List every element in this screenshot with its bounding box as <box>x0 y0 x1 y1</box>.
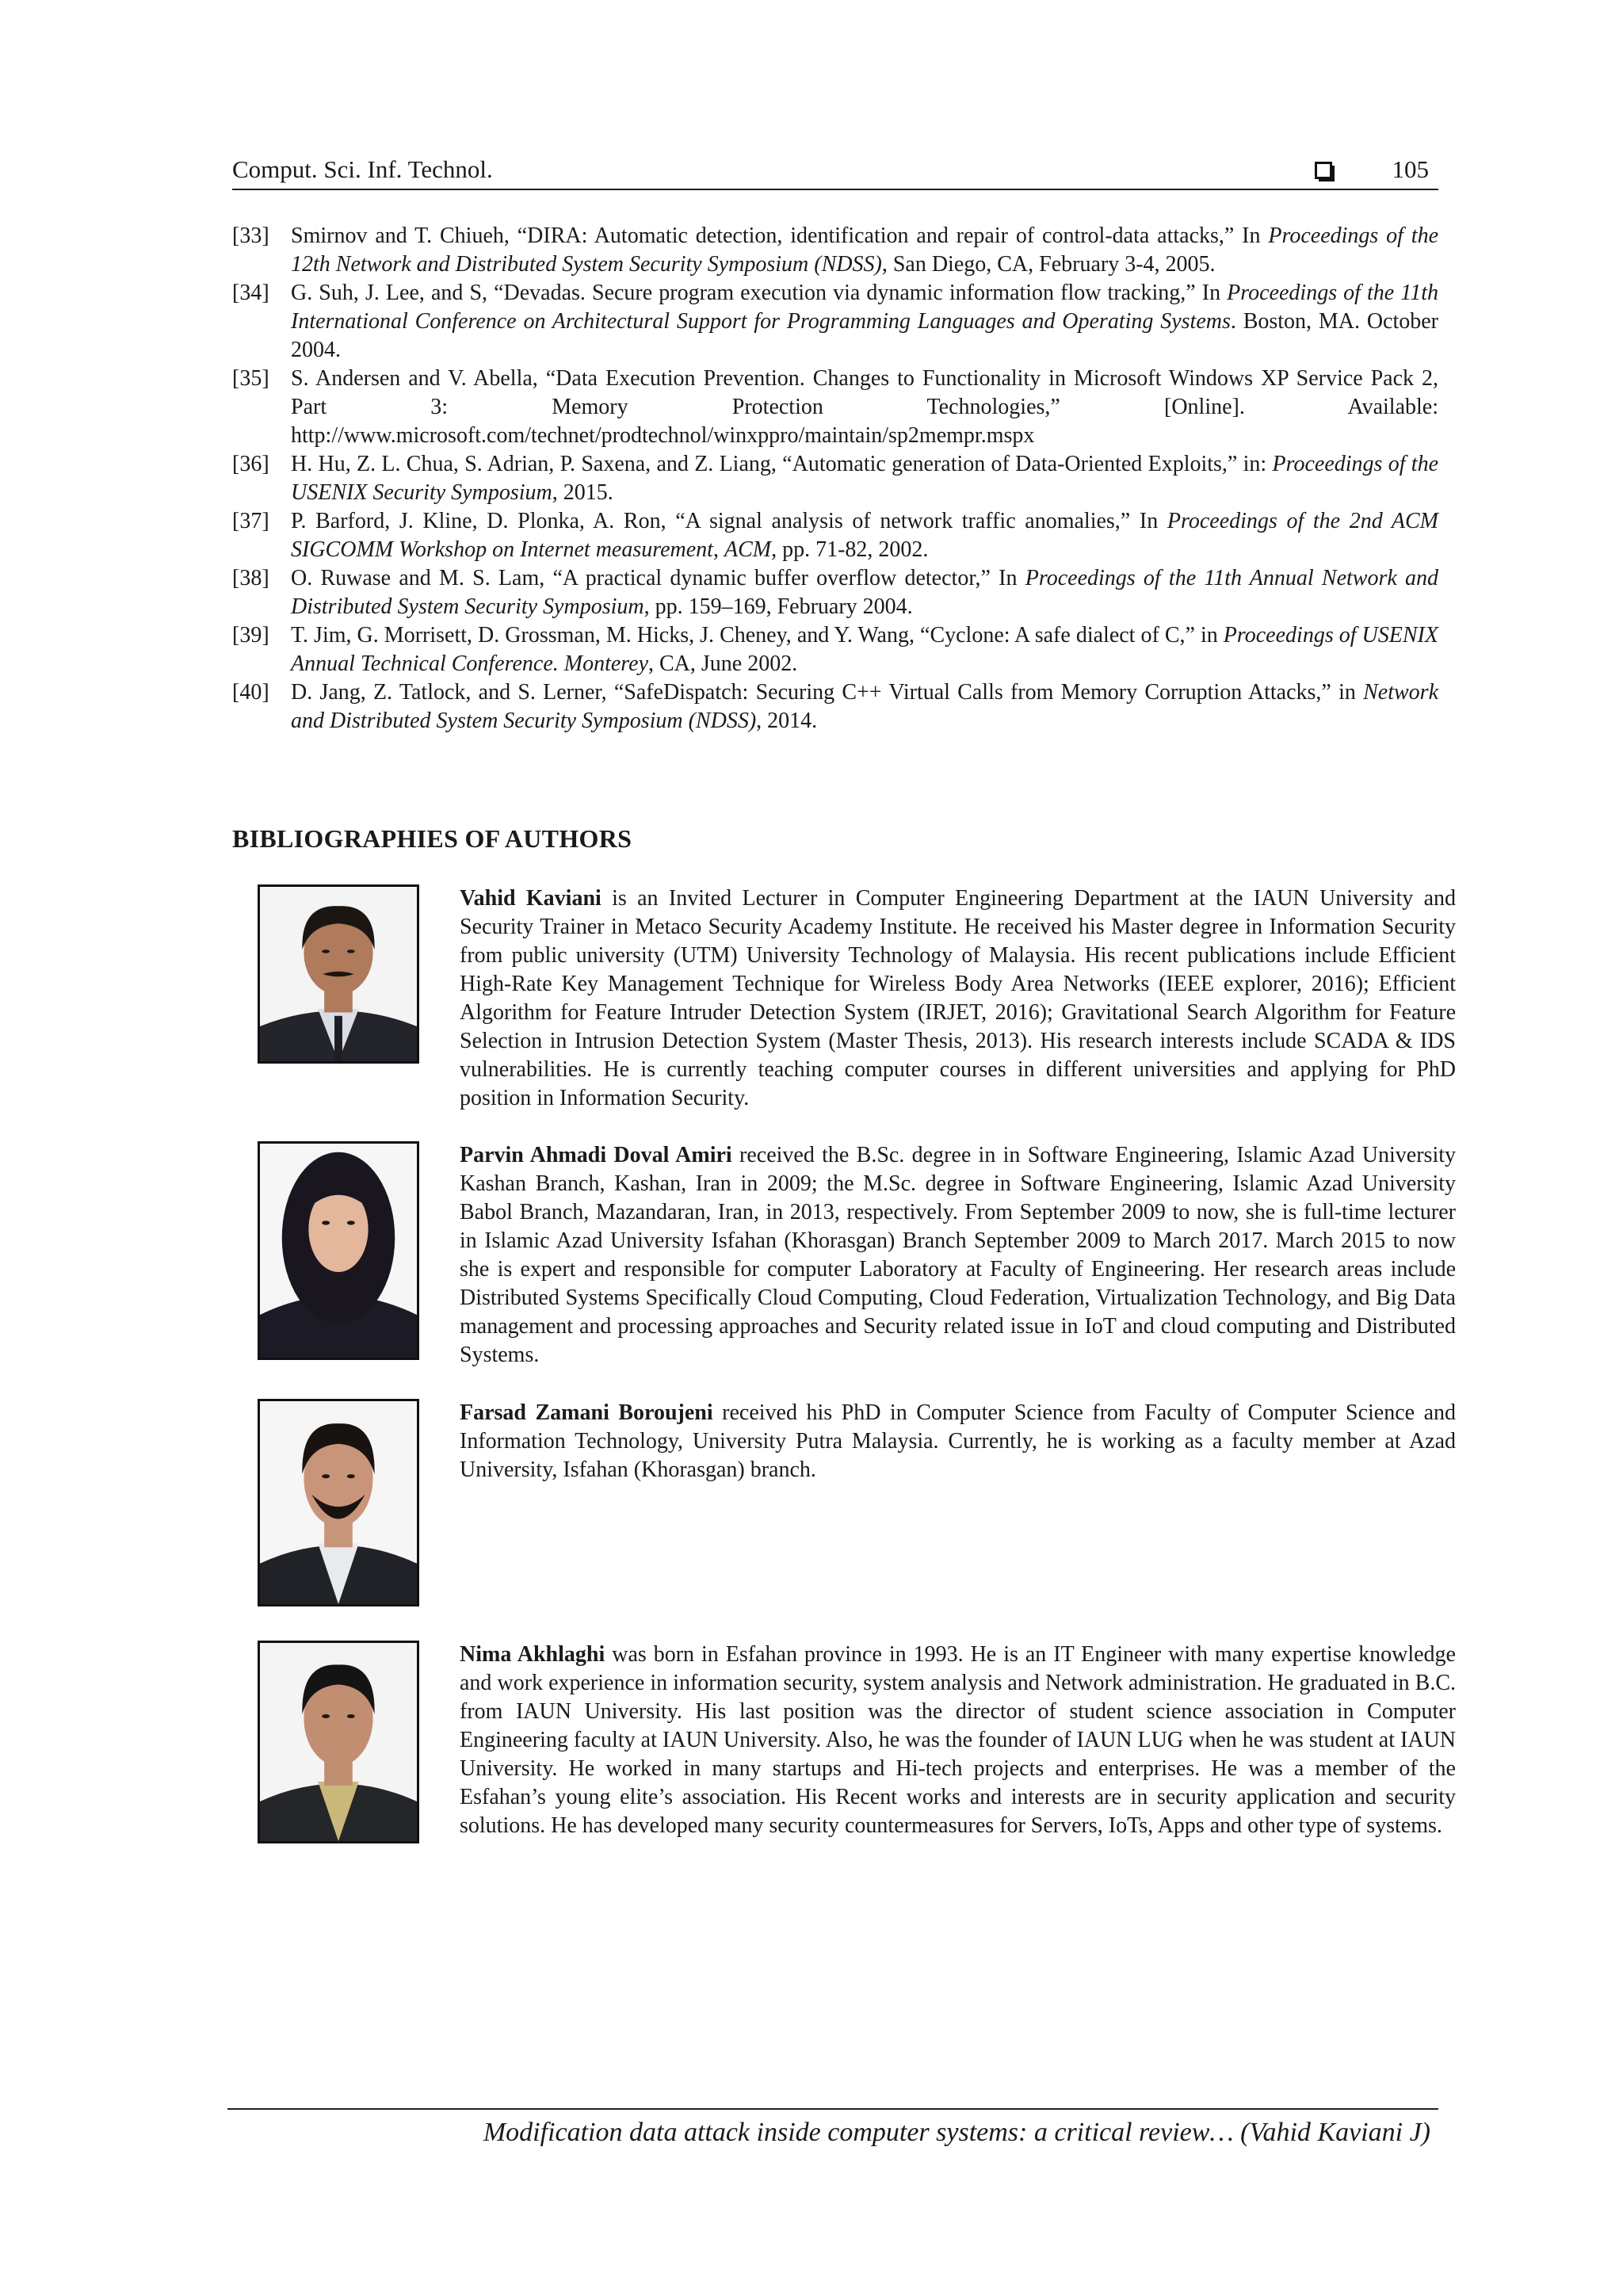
portrait-illustration <box>260 1643 417 1841</box>
reference-item <box>232 564 1438 621</box>
page-number: 105 <box>1392 155 1429 183</box>
reference-plain-text: G. Suh, J. Lee, and S, “Devadas. Secure program execution via dynamic information flow tracking,” In <box>291 281 1228 305</box>
reference-number: [34] <box>232 281 269 305</box>
reference-plain-text: , CA, June 2002. <box>648 651 798 676</box>
reference-list <box>232 222 1438 735</box>
author-bio-text: received his PhD in Computer Science from Faculty of Computer Science and Information Technology, University Putra Malaysia. Currently, he is working as a faculty member at Azad University, Isfahan (Khorasgan) branch. <box>460 1400 1457 1482</box>
portrait-eye-left <box>322 1221 330 1224</box>
author-name: Farsad Zamani Boroujeni <box>460 1400 713 1425</box>
portrait-eye-right <box>347 1714 355 1718</box>
reference-italic-text: Proceedings of the 2nd ACM SIGCOMM Workshop on Internet measurement <box>291 509 1438 562</box>
reference-number: [39] <box>232 623 269 648</box>
reference-number: [38] <box>232 566 269 590</box>
portrait-illustration <box>260 1144 417 1358</box>
author-photo <box>258 1141 419 1360</box>
page-header <box>232 151 1438 190</box>
reference-item <box>232 450 1438 507</box>
author-bio <box>460 1399 1456 1484</box>
portrait-eye-right <box>347 949 355 953</box>
reference-plain-text: , pp. 71-82, 2002. <box>771 537 929 562</box>
reference-plain-text: . Boston, MA. October 2004. <box>291 309 1438 362</box>
portrait-eye-left <box>322 1714 330 1718</box>
portrait-eye-right <box>347 1221 355 1224</box>
reference-plain-text: , <box>712 537 724 562</box>
section-title: BIBLIOGRAPHIES OF AUTHORS <box>232 824 632 853</box>
reference-text <box>291 678 1438 735</box>
author-name: Vahid Kaviani <box>460 886 601 911</box>
author-name: Nima Akhlaghi <box>460 1642 605 1667</box>
reference-italic-text: ACM <box>724 537 772 562</box>
square-box-icon <box>1315 162 1332 179</box>
author-bio <box>460 884 1456 1113</box>
author-bio <box>460 1141 1456 1370</box>
journal-title: Comput. Sci. Inf. Technol. <box>232 155 493 183</box>
reference-plain-text: , pp. 159–169, February 2004. <box>643 594 913 619</box>
reference-number: [33] <box>232 223 269 248</box>
reference-plain-text: Smirnov and T. Chiueh, “DIRA: Automatic detection, identification and repair of control-data attacks,” In <box>291 223 1269 248</box>
reference-number: [36] <box>232 452 269 476</box>
reference-plain-text: T. Jim, G. Morrisett, D. Grossman, M. Hicks, J. Cheney, and Y. Wang, “Cyclone: A safe dialect of C,” in <box>291 623 1224 648</box>
reference-item <box>232 678 1438 735</box>
author-bio-text: received the B.Sc. degree in in Software Engineering, Islamic Azad University Kashan Branch, Kashan, Iran in 2009; the M.Sc. degree in Software Engineering, Islamic Azad University Babol Branch, Mazandaran, Iran, in 2013, respectively. From September 2009 to now, she is full-time lecturer in Islamic Azad University Isfahan (Khorasgan) Branch September 2009 to March 2017. March 2015 to now she is expert and responsible for computer Laboratory at Faculty of Engineering. Her research areas include Distributed Systems Specifically Cloud Computing, Cloud Federation, Virtualization Technology, and Big Data management and processing approaches and Security related issue in IoT and cloud computing and Distributed Systems. <box>460 1143 1457 1367</box>
reference-plain-text: P. Barford, J. Kline, D. Plonka, A. Ron, “A signal analysis of network traffic anomalies,” In <box>291 509 1167 533</box>
portrait-illustration <box>260 887 417 1061</box>
author-bio-text: is an Invited Lecturer in Computer Engineering Department at the IAUN University and Security Trainer in Metaco Security Academy Institute. He received his Master degree in Information Security from public university (UTM) University Technology of Malaysia. His recent publications include Efficient High-Rate Key Management Technique for Wireless Body Area Networks (IEEE explorer, 2016); Efficient Algorithm for Feature Intruder Detection System (IRJET, 2016); Gravitational Search Algorithm for Feature Selection in Intrusion Detection System (Master Thesis, 2013). His research interests include SCADA & IDS vulnerabilities. He is currently teaching computer courses in different universities and applying for PhD position in Information Security. <box>460 886 1456 1110</box>
reference-text <box>291 507 1438 564</box>
portrait-eye-left <box>322 949 330 953</box>
running-title: Modification data attack inside computer systems: a critical review… (Vahid Kaviani J) <box>483 2118 1430 2147</box>
reference-plain-text: , 2015. <box>552 480 613 505</box>
author-photo <box>258 1641 419 1843</box>
portrait-eye-right <box>347 1474 355 1478</box>
reference-text <box>291 365 1438 450</box>
reference-italic-text: Proceedings of the 12th Network and Distributed System Security Symposium (NDSS) <box>291 223 1439 277</box>
reference-item <box>232 279 1438 365</box>
reference-text <box>291 564 1438 621</box>
author-photo <box>258 884 419 1064</box>
author-bio-text: was born in Esfahan province in 1993. He is an IT Engineer with many expertise knowledge and work experience in information security, system analysis and Network administration. He graduated in B.C. from IAUN University. His last position was the director of student science association in Computer Engineering faculty at IAUN University. Also, he was the founder of IAUN LUG when he was student at IAUN University. He worked in many startups and Hi-tech projects and enterprises. He was a member of the Esfahan’s young elite’s association. His Recent works and interests are in security application and security solutions. He has developed many security countermeasures for Servers, IoTs, Apps and other type of systems. <box>460 1642 1456 1838</box>
reference-item <box>232 365 1438 450</box>
reference-text <box>291 222 1438 279</box>
portrait-illustration <box>260 1401 417 1604</box>
reference-italic-text: Proceedings of the 11th International Conference on Architectural Support for Programming Languages and Operating Systems <box>291 281 1439 334</box>
reference-plain-text: H. Hu, Z. L. Chua, S. Adrian, P. Saxena, and Z. Liang, “Automatic generation of Data-Oriented Exploits,” in: <box>291 452 1273 476</box>
reference-text <box>291 450 1438 507</box>
reference-italic-text: Proceedings of the USENIX Security Symposium <box>291 452 1439 505</box>
reference-italic-text: Proceedings of USENIX Annual Technical Conference. Monterey <box>291 623 1438 676</box>
author-bio <box>460 1641 1456 1840</box>
portrait-eye-left <box>322 1474 330 1478</box>
reference-number: [40] <box>232 680 269 705</box>
reference-text <box>291 621 1438 678</box>
reference-text <box>291 279 1438 365</box>
author-name: Parvin Ahmadi Doval Amiri <box>460 1143 732 1167</box>
reference-number: [35] <box>232 366 269 391</box>
page-footer <box>227 2108 1438 2147</box>
reference-item <box>232 222 1438 279</box>
portrait-tie <box>334 1016 342 1061</box>
reference-number: [37] <box>232 509 269 533</box>
reference-plain-text: D. Jang, Z. Tatlock, and S. Lerner, “SafeDispatch: Securing C++ Virtual Calls from Memory Corruption Attacks,” in <box>291 680 1364 705</box>
reference-plain-text: S. Andersen and V. Abella, “Data Execution Prevention. Changes to Functionality in Microsoft Windows XP Service Pack 2, Part 3: Memory Protection Technologies,” [Online]. Available: http://www.microsoft.com/technet/prodtechnol/winxppro/maintain/sp2mempr.mspx <box>291 366 1438 448</box>
reference-plain-text: O. Ruwase and M. S. Lam, “A practical dynamic buffer overflow detector,” In <box>291 566 1025 590</box>
author-photo <box>258 1399 419 1606</box>
reference-italic-text: Network and Distributed System Security Symposium (NDSS) <box>291 680 1438 733</box>
reference-plain-text: , San Diego, CA, February 3-4, 2005. <box>881 252 1216 277</box>
reference-item <box>232 507 1438 564</box>
reference-item <box>232 621 1438 678</box>
reference-plain-text: , 2014. <box>756 709 818 733</box>
reference-italic-text: Proceedings of the 11th Annual Network and Distributed System Security Symposium <box>291 566 1439 619</box>
